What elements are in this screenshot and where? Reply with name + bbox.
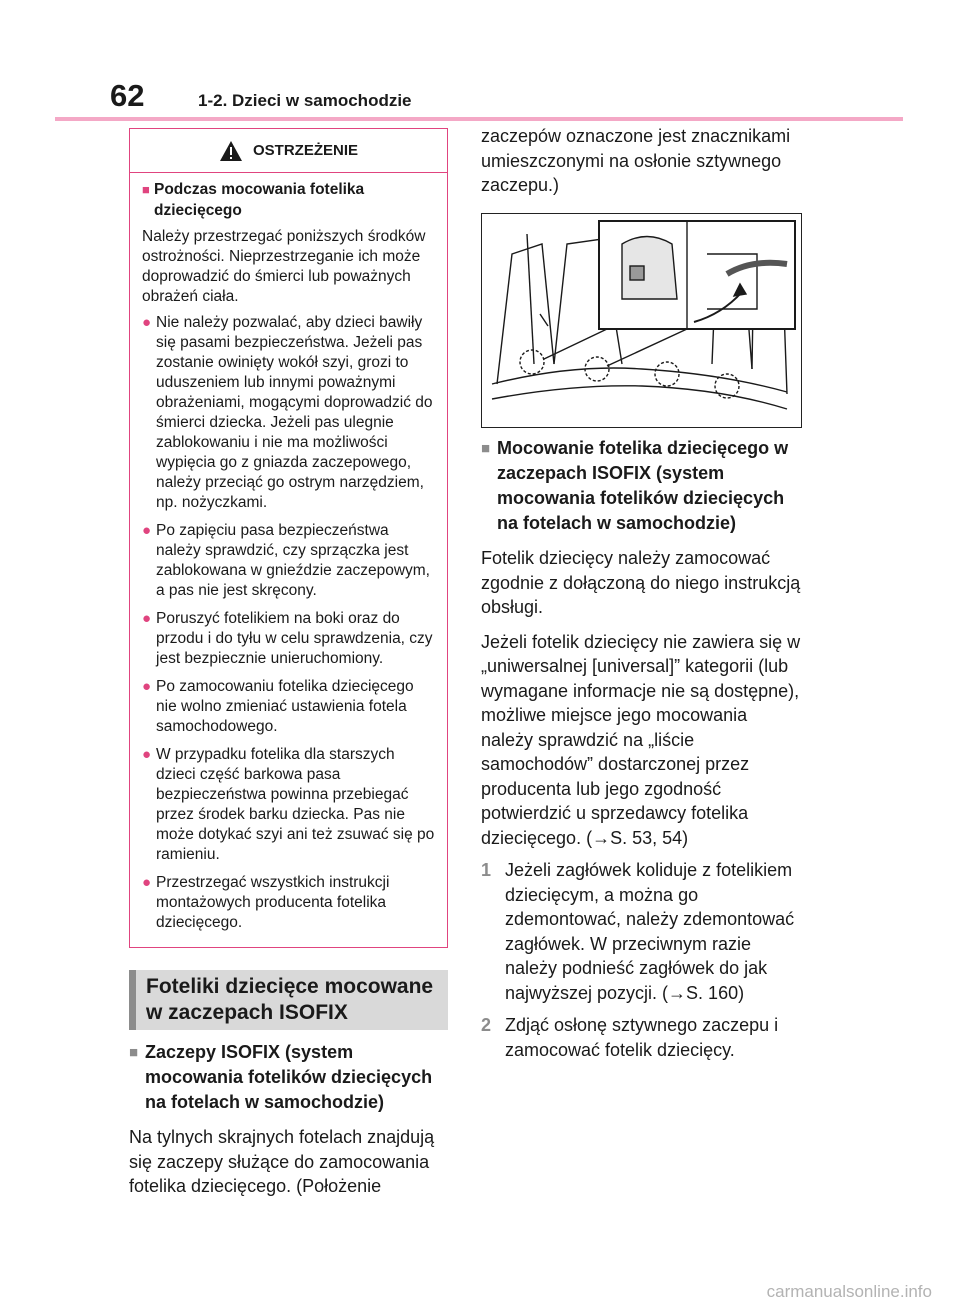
watermark: carmanualsonline.info [766,1282,932,1301]
isofix-section-heading: Foteliki dziecięce mocowane w zaczepach ISOFIX [129,970,448,1030]
page-header [110,78,412,114]
step-2: 2 Zdjąć osłonę sztywnego zaczepu i zamocować fotelik dziecięcy. [481,1013,803,1062]
isofix-anchors-subheading: ■ Zaczepy ISOFIX (system mocowania fotelików dziecięcych na fotelach w samochodzie) [129,1040,451,1115]
warning-bullet: ● W przypadku fotelika dla starszych dzieci część barkowa pasa bezpieczeństwa powinna przebiegać przez środek barku dziecka. Pas nie może dotykać szyi ani też zsuwać się po ramieniu. [142,746,435,863]
warning-title: OSTRZEŻENIE [252,142,358,159]
warning-bullet: ● Po zamocowaniu fotelika dziecięcego nie wolno zmieniać ustawienia fotela samochodowego. [142,678,414,735]
right-column-text [481,436,803,1062]
square-bullet-icon: ■ [129,1044,139,1061]
warning-triangle-icon [219,140,243,162]
page-reference-link[interactable]: →S. 53, 54) [592,827,689,848]
circle-bullet-icon: ● [142,314,152,331]
warning-bullet: ● Przestrzegać wszystkich instrukcji montażowych producenta fotelika dziecięcego. [142,874,390,931]
mounting-paragraph-2: Jeżeli fotelik dziecięcy nie zawiera się w „uniwersalnej [universal]” kategorii (lub wymagane informacje nie są dostępne), możliwe miejsce jego mocowania należy sprawdzić na „liście samochodów” dostarczonej przez producenta lub jego zgodność potwierdzić u sprzedawcy fotelika dziecięcego. (→S. 53, 54) [481,631,801,848]
warning-bullet: ● Po zapięciu pasa bezpieczeństwa należy sprawdzić, czy sprzączka jest zablokowana w gnieździe zaczepowym, a pas nie jest skręcony. [142,522,430,599]
isofix-anchor-illustration [481,213,802,428]
circle-bullet-icon: ● [142,610,152,627]
circle-bullet-icon: ● [142,678,152,695]
mounting-subheading: ■ Mocowanie fotelika dziecięcego w zaczepach ISOFIX (system mocowania fotelików dziecięcych na fotelach w samochodzie) [481,436,803,536]
section-title: 1-2. Dzieci w samochodzie [198,91,412,110]
page-number: 62 [110,78,145,113]
warning-title-bar [130,129,447,173]
step-number: 2 [481,1015,492,1035]
left-column-text [129,1040,451,1199]
header-divider [55,117,903,121]
square-bullet-icon: ■ [142,182,150,197]
warning-bullet: ● Nie należy pozwalać, aby dzieci bawiły się pasami bezpieczeństwa. Jeżeli pas zostanie owinięty wokół szyi, grozi to uduszeniem lub innymi poważnymi obrażeniami, mogącymi doprowadzić do śmierci dziecka. Jeżeli pas ulegnie zablokowaniu i nie ma możliwości wypięcia go z gniazda zaczepowego, należy przeciąć go ostrym narzędziem, np. nożyczkami. [142,314,433,511]
circle-bullet-icon: ● [142,746,152,763]
warning-box [129,128,448,948]
isofix-anchors-paragraph: Na tylnych skrajnych fotelach znajdują się zaczepy służące do zamocowania fotelika dziecięcego. (Położenie [129,1127,435,1196]
warning-bullet: ● Poruszyć fotelikiem na boki oraz do przodu i do tyłu w celu sprawdzenia, czy jest bezpiecznie unieruchomiony. [142,610,433,667]
page-reference-link[interactable]: →S. 160) [668,982,745,1003]
circle-bullet-icon: ● [142,522,152,539]
circle-bullet-icon: ● [142,874,152,891]
anchor-markers-continuation: zaczepów oznaczone jest znacznikami umieszczonymi na osłonie sztywnego zaczepu.) [481,126,791,195]
mounting-paragraph-1: Fotelik dziecięcy należy zamocować zgodnie z dołączoną do niego instrukcją obsługi. [481,548,801,617]
warning-heading: ■ Podczas mocowania fotelika dziecięcego [142,181,365,219]
square-bullet-icon: ■ [481,440,491,457]
warning-intro: Należy przestrzegać poniższych środków ostrożności. Nieprzestrzeganie ich może doprowadzić do śmierci lub poważnych obrażeń ciała. [142,228,426,305]
step-1: 1 Jeżeli zagłówek koliduje z fotelikiem dziecięcym, a można go zdemontować, należy zdemontować zagłówek. W przeciwnym razie należy podnieść zagłówek do jak najwyższej pozycji. (→S. 160) [481,858,803,1005]
step-number: 1 [481,860,492,880]
